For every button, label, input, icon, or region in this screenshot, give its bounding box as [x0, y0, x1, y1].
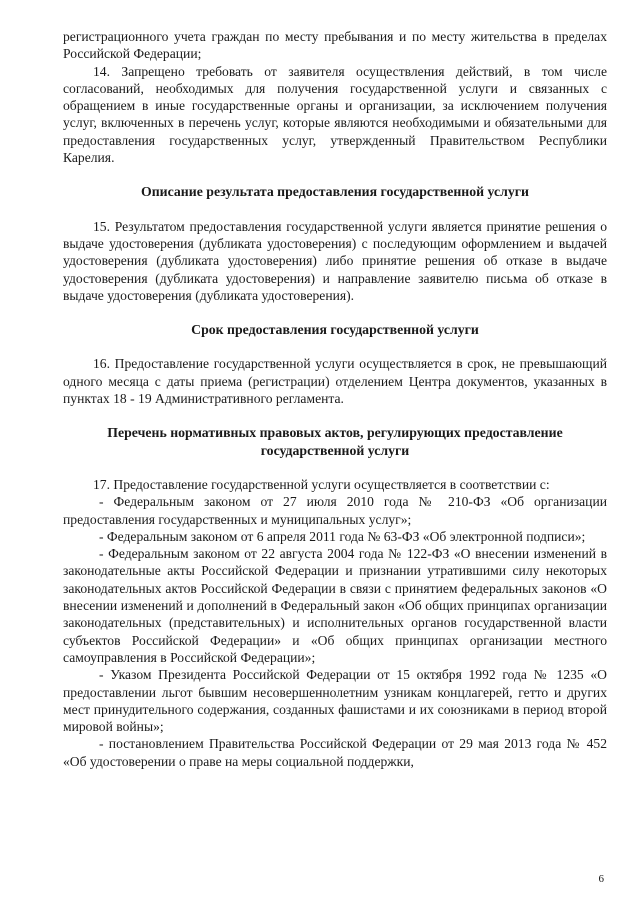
heading-legal-acts: Перечень нормативных правовых актов, регулирующих предоставление государственной услуги: [107, 425, 563, 458]
paragraph-intro: регистрационного учета граждан по месту пребывания и по месту жительства в пределах Российской Федерации;: [63, 29, 607, 62]
paragraph-14: 14. Запрещено требовать от заявителя осуществления действий, в том числе согласований, необходимых для получения государственной услуги и связанных с обращением в иные государственные органы и организации, за исключением получения услуг, включенных в перечень услуг, которые являются необходимыми и обязательными для предоставления государственных услуг, утвержденный Правительством Республики Карелия.: [63, 63, 607, 166]
heading-term: Срок предоставления государственной услуги: [191, 322, 479, 338]
list-item-law-122: - Федеральным законом от 22 августа 2004 года № 122-ФЗ «О внесении изменений в законодательные акты Российской Федерации и признании утратившими силу некоторых законодательных актов Российской Федерации в связи с принятием федеральных законов «О внесении изменений и дополнений в Федеральный закон «Об общих принципах организации законодательных (представительных) и исполнительных органов государственной власти субъектов Российской Федерации» и «Об общих принципах организации местного самоуправления в Российской Федерации»;: [63, 546, 607, 665]
document-page: [63, 28, 607, 770]
heading-result: Описание результата предоставления государственной услуги: [140, 184, 529, 200]
list-item-law-210: - Федеральным законом от 27 июля 2010 года № 210-ФЗ «Об организации предоставления государственных и муниципальных услуг»;: [63, 494, 607, 527]
paragraph-15: 15. Результатом предоставления государственной услуги является принятие решения о выдаче удостоверения (дубликата удостоверения) с последующим оформлением и выдачей удостоверения (дубликата удостоверения) либо принятие решения об отказе в выдаче удостоверения (дубликата удостоверения) и направление заявителю письма об отказе в выдаче удостоверения (дубликата удостоверения).: [63, 218, 607, 303]
paragraph-17: 17. Предоставление государственной услуги осуществляется в соответствии с:: [93, 476, 550, 492]
list-item-law-63: - Федеральным законом от 6 апреля 2011 года № 63-ФЗ «Об электронной подписи»;: [99, 528, 586, 544]
page-number: 6: [598, 873, 604, 885]
paragraph-16: 16. Предоставление государственной услуги осуществляется в срок, не превышающий одного месяца с даты приема (регистрации) отделением Центра документов, указанных в пунктах 18 - 19 Административного регламента.: [63, 356, 607, 407]
list-item-resolution-452: - постановлением Правительства Российской Федерации от 29 мая 2013 года № 452 «Об удостоверении о праве на меры социальной поддержки,: [63, 736, 607, 769]
list-item-decree-1235: - Указом Президента Российской Федерации от 15 октября 1992 года № 1235 «О предоставлении льгот бывшим несовершеннолетним узникам концлагерей, гетто и других мест принудительного содержания, созданных фашистами и их союзниками в период второй мировой войны»;: [63, 667, 607, 735]
